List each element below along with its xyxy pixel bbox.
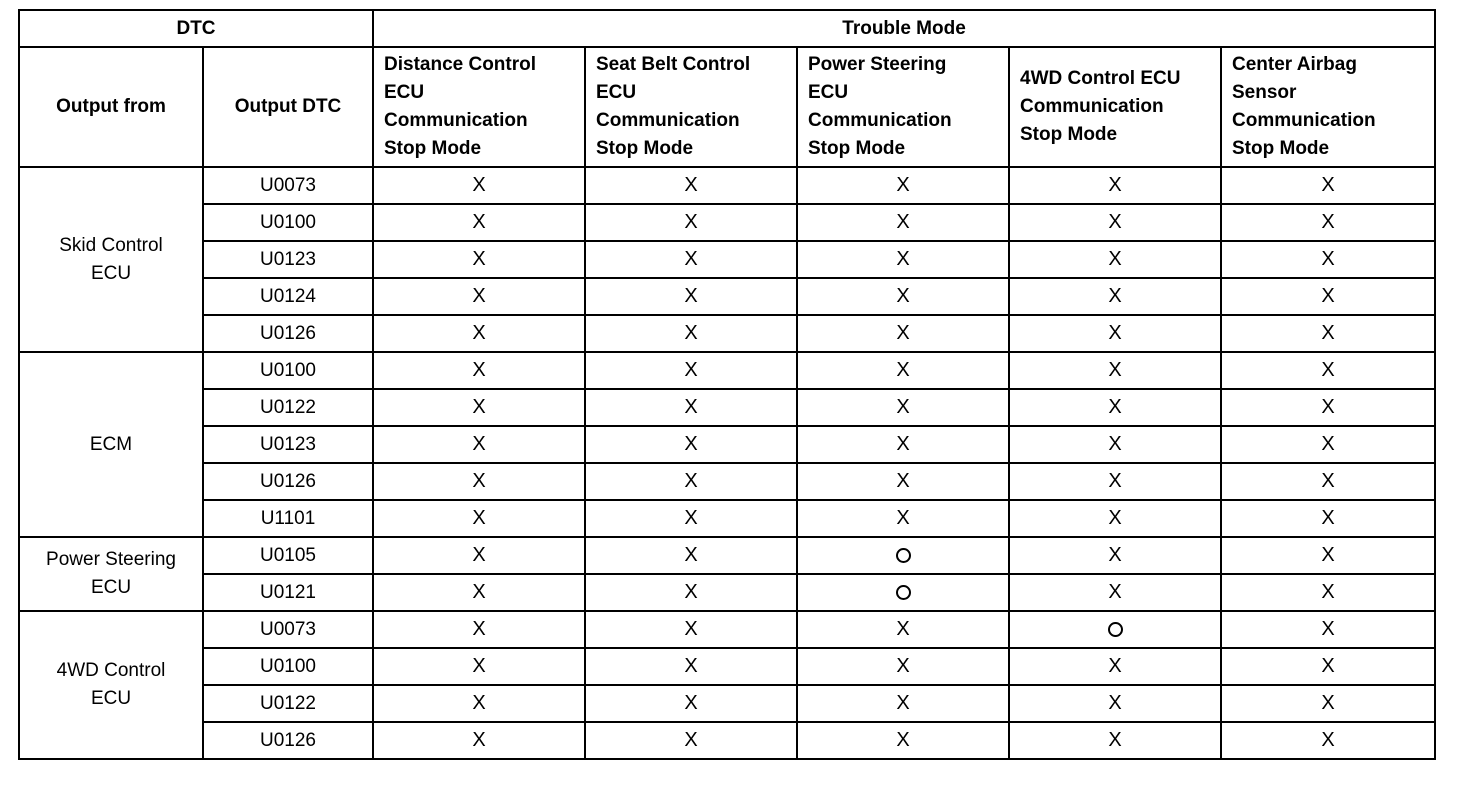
mode-mark-cell	[797, 389, 1009, 426]
mode-mark-cell	[1221, 167, 1435, 204]
mode-mark-cell	[1009, 685, 1221, 722]
mode-mark-cell	[1221, 648, 1435, 685]
mode-mark-cell	[1221, 500, 1435, 537]
table-row	[19, 426, 1435, 463]
output-from-cell: ECM	[19, 352, 203, 537]
cross-mark: X	[472, 285, 486, 307]
mode-mark-cell	[373, 500, 585, 537]
cross-mark: X	[472, 507, 486, 529]
mode-mark-cell	[797, 648, 1009, 685]
cross-mark: X	[1108, 581, 1122, 603]
circle-mark-icon	[1108, 622, 1123, 637]
output-dtc-cell: U0100	[203, 352, 373, 389]
cross-mark: X	[684, 729, 698, 751]
table-row	[19, 241, 1435, 278]
cross-mark: X	[1108, 322, 1122, 344]
mode-mark-cell	[1221, 315, 1435, 352]
table-row	[19, 648, 1435, 685]
cross-mark: X	[472, 248, 486, 270]
mode-mark-cell	[797, 463, 1009, 500]
cross-mark: X	[472, 618, 486, 640]
mode-mark-cell	[585, 611, 797, 648]
output-dtc-cell: U0126	[203, 722, 373, 759]
cross-mark: X	[684, 322, 698, 344]
output-dtc-cell: U0121	[203, 574, 373, 611]
cross-mark: X	[896, 470, 910, 492]
mode-header-4wd-control: 4WD Control ECU Communication Stop Mode	[1009, 47, 1221, 167]
output-dtc-cell: U1101	[203, 500, 373, 537]
mode-mark-cell	[1221, 574, 1435, 611]
mode-mark-cell	[373, 278, 585, 315]
table-row	[19, 574, 1435, 611]
mode-mark-cell	[585, 352, 797, 389]
cross-mark: X	[896, 359, 910, 381]
mode-mark-cell	[1221, 389, 1435, 426]
cross-mark: X	[472, 544, 486, 566]
output-dtc-cell: U0123	[203, 241, 373, 278]
cross-mark: X	[684, 396, 698, 418]
table-row	[19, 500, 1435, 537]
mode-mark-cell	[797, 167, 1009, 204]
mode-mark-cell	[585, 204, 797, 241]
circle-mark-icon	[896, 585, 911, 600]
mode-mark-cell	[797, 537, 1009, 574]
mode-mark-cell	[585, 648, 797, 685]
mode-mark-cell	[373, 722, 585, 759]
table-row	[19, 537, 1435, 574]
cross-mark: X	[472, 322, 486, 344]
cross-mark: X	[896, 211, 910, 233]
cross-mark: X	[1108, 174, 1122, 196]
cross-mark: X	[896, 248, 910, 270]
mode-mark-cell	[373, 167, 585, 204]
mode-mark-cell	[1221, 426, 1435, 463]
cross-mark: X	[1321, 433, 1335, 455]
mode-mark-cell	[1009, 167, 1221, 204]
cross-mark: X	[1108, 211, 1122, 233]
cross-mark: X	[896, 655, 910, 677]
cross-mark: X	[684, 433, 698, 455]
dtc-table	[18, 9, 1436, 760]
mode-mark-cell	[797, 722, 1009, 759]
cross-mark: X	[1321, 692, 1335, 714]
cross-mark: X	[1321, 396, 1335, 418]
mode-mark-cell	[373, 241, 585, 278]
mode-mark-cell	[797, 241, 1009, 278]
mode-mark-cell	[1009, 611, 1221, 648]
cross-mark: X	[1321, 729, 1335, 751]
cross-mark: X	[1321, 211, 1335, 233]
cross-mark: X	[896, 507, 910, 529]
cross-mark: X	[472, 174, 486, 196]
cross-mark: X	[1321, 248, 1335, 270]
mode-mark-cell	[1009, 574, 1221, 611]
cross-mark: X	[1108, 507, 1122, 529]
cross-mark: X	[684, 581, 698, 603]
mode-mark-cell	[373, 537, 585, 574]
cross-mark: X	[684, 544, 698, 566]
mode-mark-cell	[1009, 352, 1221, 389]
cross-mark: X	[472, 470, 486, 492]
cross-mark: X	[684, 692, 698, 714]
table-row	[19, 315, 1435, 352]
table-row	[19, 722, 1435, 759]
cross-mark: X	[896, 322, 910, 344]
mode-header-center-airbag: Center Airbag Sensor Communication Stop Mode	[1221, 47, 1435, 167]
cross-mark: X	[472, 729, 486, 751]
mode-mark-cell	[1009, 463, 1221, 500]
mode-header-seat-belt-control: Seat Belt Control ECU Communication Stop Mode	[585, 47, 797, 167]
cross-mark: X	[684, 285, 698, 307]
mode-mark-cell	[797, 574, 1009, 611]
mode-mark-cell	[585, 463, 797, 500]
mode-mark-cell	[797, 611, 1009, 648]
cross-mark: X	[684, 507, 698, 529]
mode-mark-cell	[1009, 241, 1221, 278]
table-row	[19, 278, 1435, 315]
mode-mark-cell	[373, 389, 585, 426]
cross-mark: X	[1108, 285, 1122, 307]
mode-mark-cell	[1009, 722, 1221, 759]
mode-mark-cell	[1221, 611, 1435, 648]
mode-mark-cell	[1009, 315, 1221, 352]
output-dtc-cell: U0122	[203, 389, 373, 426]
cross-mark: X	[472, 581, 486, 603]
cross-mark: X	[1321, 507, 1335, 529]
cross-mark: X	[1321, 544, 1335, 566]
mode-mark-cell	[585, 389, 797, 426]
mode-mark-cell	[1221, 463, 1435, 500]
table-row	[19, 352, 1435, 389]
output-dtc-cell: U0123	[203, 426, 373, 463]
mode-mark-cell	[585, 574, 797, 611]
cross-mark: X	[896, 692, 910, 714]
cross-mark: X	[1108, 470, 1122, 492]
cross-mark: X	[896, 396, 910, 418]
mode-mark-cell	[585, 722, 797, 759]
mode-header-distance-control: Distance Control ECU Communication Stop Mode	[373, 47, 585, 167]
mode-mark-cell	[1009, 500, 1221, 537]
cross-mark: X	[1108, 544, 1122, 566]
mode-mark-cell	[1009, 537, 1221, 574]
mode-mark-cell	[1009, 648, 1221, 685]
cross-mark: X	[1108, 359, 1122, 381]
mode-mark-cell	[1221, 204, 1435, 241]
mode-mark-cell	[1221, 685, 1435, 722]
output-dtc-cell: U0124	[203, 278, 373, 315]
cross-mark: X	[1108, 433, 1122, 455]
cross-mark: X	[1108, 396, 1122, 418]
mode-mark-cell	[373, 352, 585, 389]
cross-mark: X	[896, 285, 910, 307]
cross-mark: X	[472, 396, 486, 418]
trouble-mode-header: Trouble Mode	[373, 10, 1435, 47]
cross-mark: X	[896, 618, 910, 640]
output-dtc-cell: U0122	[203, 685, 373, 722]
cross-mark: X	[1321, 470, 1335, 492]
mode-mark-cell	[373, 204, 585, 241]
cross-mark: X	[1321, 581, 1335, 603]
cross-mark: X	[1108, 692, 1122, 714]
mode-mark-cell	[1221, 352, 1435, 389]
mode-mark-cell	[585, 278, 797, 315]
cross-mark: X	[472, 692, 486, 714]
cross-mark: X	[1108, 729, 1122, 751]
mode-mark-cell	[1009, 278, 1221, 315]
mode-mark-cell	[797, 500, 1009, 537]
cross-mark: X	[896, 433, 910, 455]
mode-mark-cell	[797, 685, 1009, 722]
output-from-cell: Skid Control ECU	[19, 167, 203, 352]
cross-mark: X	[1321, 655, 1335, 677]
mode-mark-cell	[373, 611, 585, 648]
output-dtc-cell: U0126	[203, 315, 373, 352]
cross-mark: X	[896, 729, 910, 751]
mode-mark-cell	[373, 574, 585, 611]
mode-mark-cell	[797, 426, 1009, 463]
cross-mark: X	[1321, 359, 1335, 381]
header-row-columns	[19, 47, 1435, 167]
mode-mark-cell	[1009, 426, 1221, 463]
mode-mark-cell	[585, 241, 797, 278]
mode-mark-cell	[797, 278, 1009, 315]
mode-mark-cell	[585, 167, 797, 204]
cross-mark: X	[1321, 174, 1335, 196]
mode-mark-cell	[373, 648, 585, 685]
output-dtc-cell: U0105	[203, 537, 373, 574]
output-dtc-cell: U0073	[203, 167, 373, 204]
mode-header-power-steering: Power Steering ECU Communication Stop Mode	[797, 47, 1009, 167]
cross-mark: X	[472, 211, 486, 233]
mode-mark-cell	[373, 463, 585, 500]
dtc-header: DTC	[19, 10, 373, 47]
output-dtc-header: Output DTC	[203, 47, 373, 167]
output-from-header: Output from	[19, 47, 203, 167]
mode-mark-cell	[373, 315, 585, 352]
mode-mark-cell	[1009, 204, 1221, 241]
output-dtc-cell: U0073	[203, 611, 373, 648]
output-from-cell: 4WD Control ECU	[19, 611, 203, 759]
table-row	[19, 685, 1435, 722]
table-row	[19, 204, 1435, 241]
cross-mark: X	[1321, 285, 1335, 307]
cross-mark: X	[1321, 322, 1335, 344]
cross-mark: X	[684, 470, 698, 492]
mode-mark-cell	[373, 685, 585, 722]
output-dtc-cell: U0126	[203, 463, 373, 500]
mode-mark-cell	[797, 204, 1009, 241]
mode-mark-cell	[1221, 241, 1435, 278]
mode-mark-cell	[585, 685, 797, 722]
cross-mark: X	[896, 174, 910, 196]
cross-mark: X	[472, 359, 486, 381]
cross-mark: X	[684, 248, 698, 270]
table-row	[19, 389, 1435, 426]
cross-mark: X	[1321, 618, 1335, 640]
mode-mark-cell	[1221, 722, 1435, 759]
mode-mark-cell	[797, 315, 1009, 352]
circle-mark-icon	[896, 548, 911, 563]
cross-mark: X	[684, 618, 698, 640]
cross-mark: X	[684, 174, 698, 196]
table-row	[19, 167, 1435, 204]
table-row	[19, 611, 1435, 648]
mode-mark-cell	[1221, 537, 1435, 574]
table-row	[19, 463, 1435, 500]
mode-mark-cell	[797, 352, 1009, 389]
output-dtc-cell: U0100	[203, 648, 373, 685]
mode-mark-cell	[1221, 278, 1435, 315]
header-row-top	[19, 10, 1435, 47]
cross-mark: X	[1108, 655, 1122, 677]
cross-mark: X	[472, 655, 486, 677]
mode-mark-cell	[585, 426, 797, 463]
dtc-table-body	[19, 167, 1435, 759]
mode-mark-cell	[373, 426, 585, 463]
output-dtc-cell: U0100	[203, 204, 373, 241]
output-from-cell: Power Steering ECU	[19, 537, 203, 611]
cross-mark: X	[1108, 248, 1122, 270]
cross-mark: X	[684, 359, 698, 381]
mode-mark-cell	[1009, 389, 1221, 426]
mode-mark-cell	[585, 500, 797, 537]
mode-mark-cell	[585, 537, 797, 574]
mode-mark-cell	[585, 315, 797, 352]
cross-mark: X	[684, 655, 698, 677]
cross-mark: X	[684, 211, 698, 233]
cross-mark: X	[472, 433, 486, 455]
